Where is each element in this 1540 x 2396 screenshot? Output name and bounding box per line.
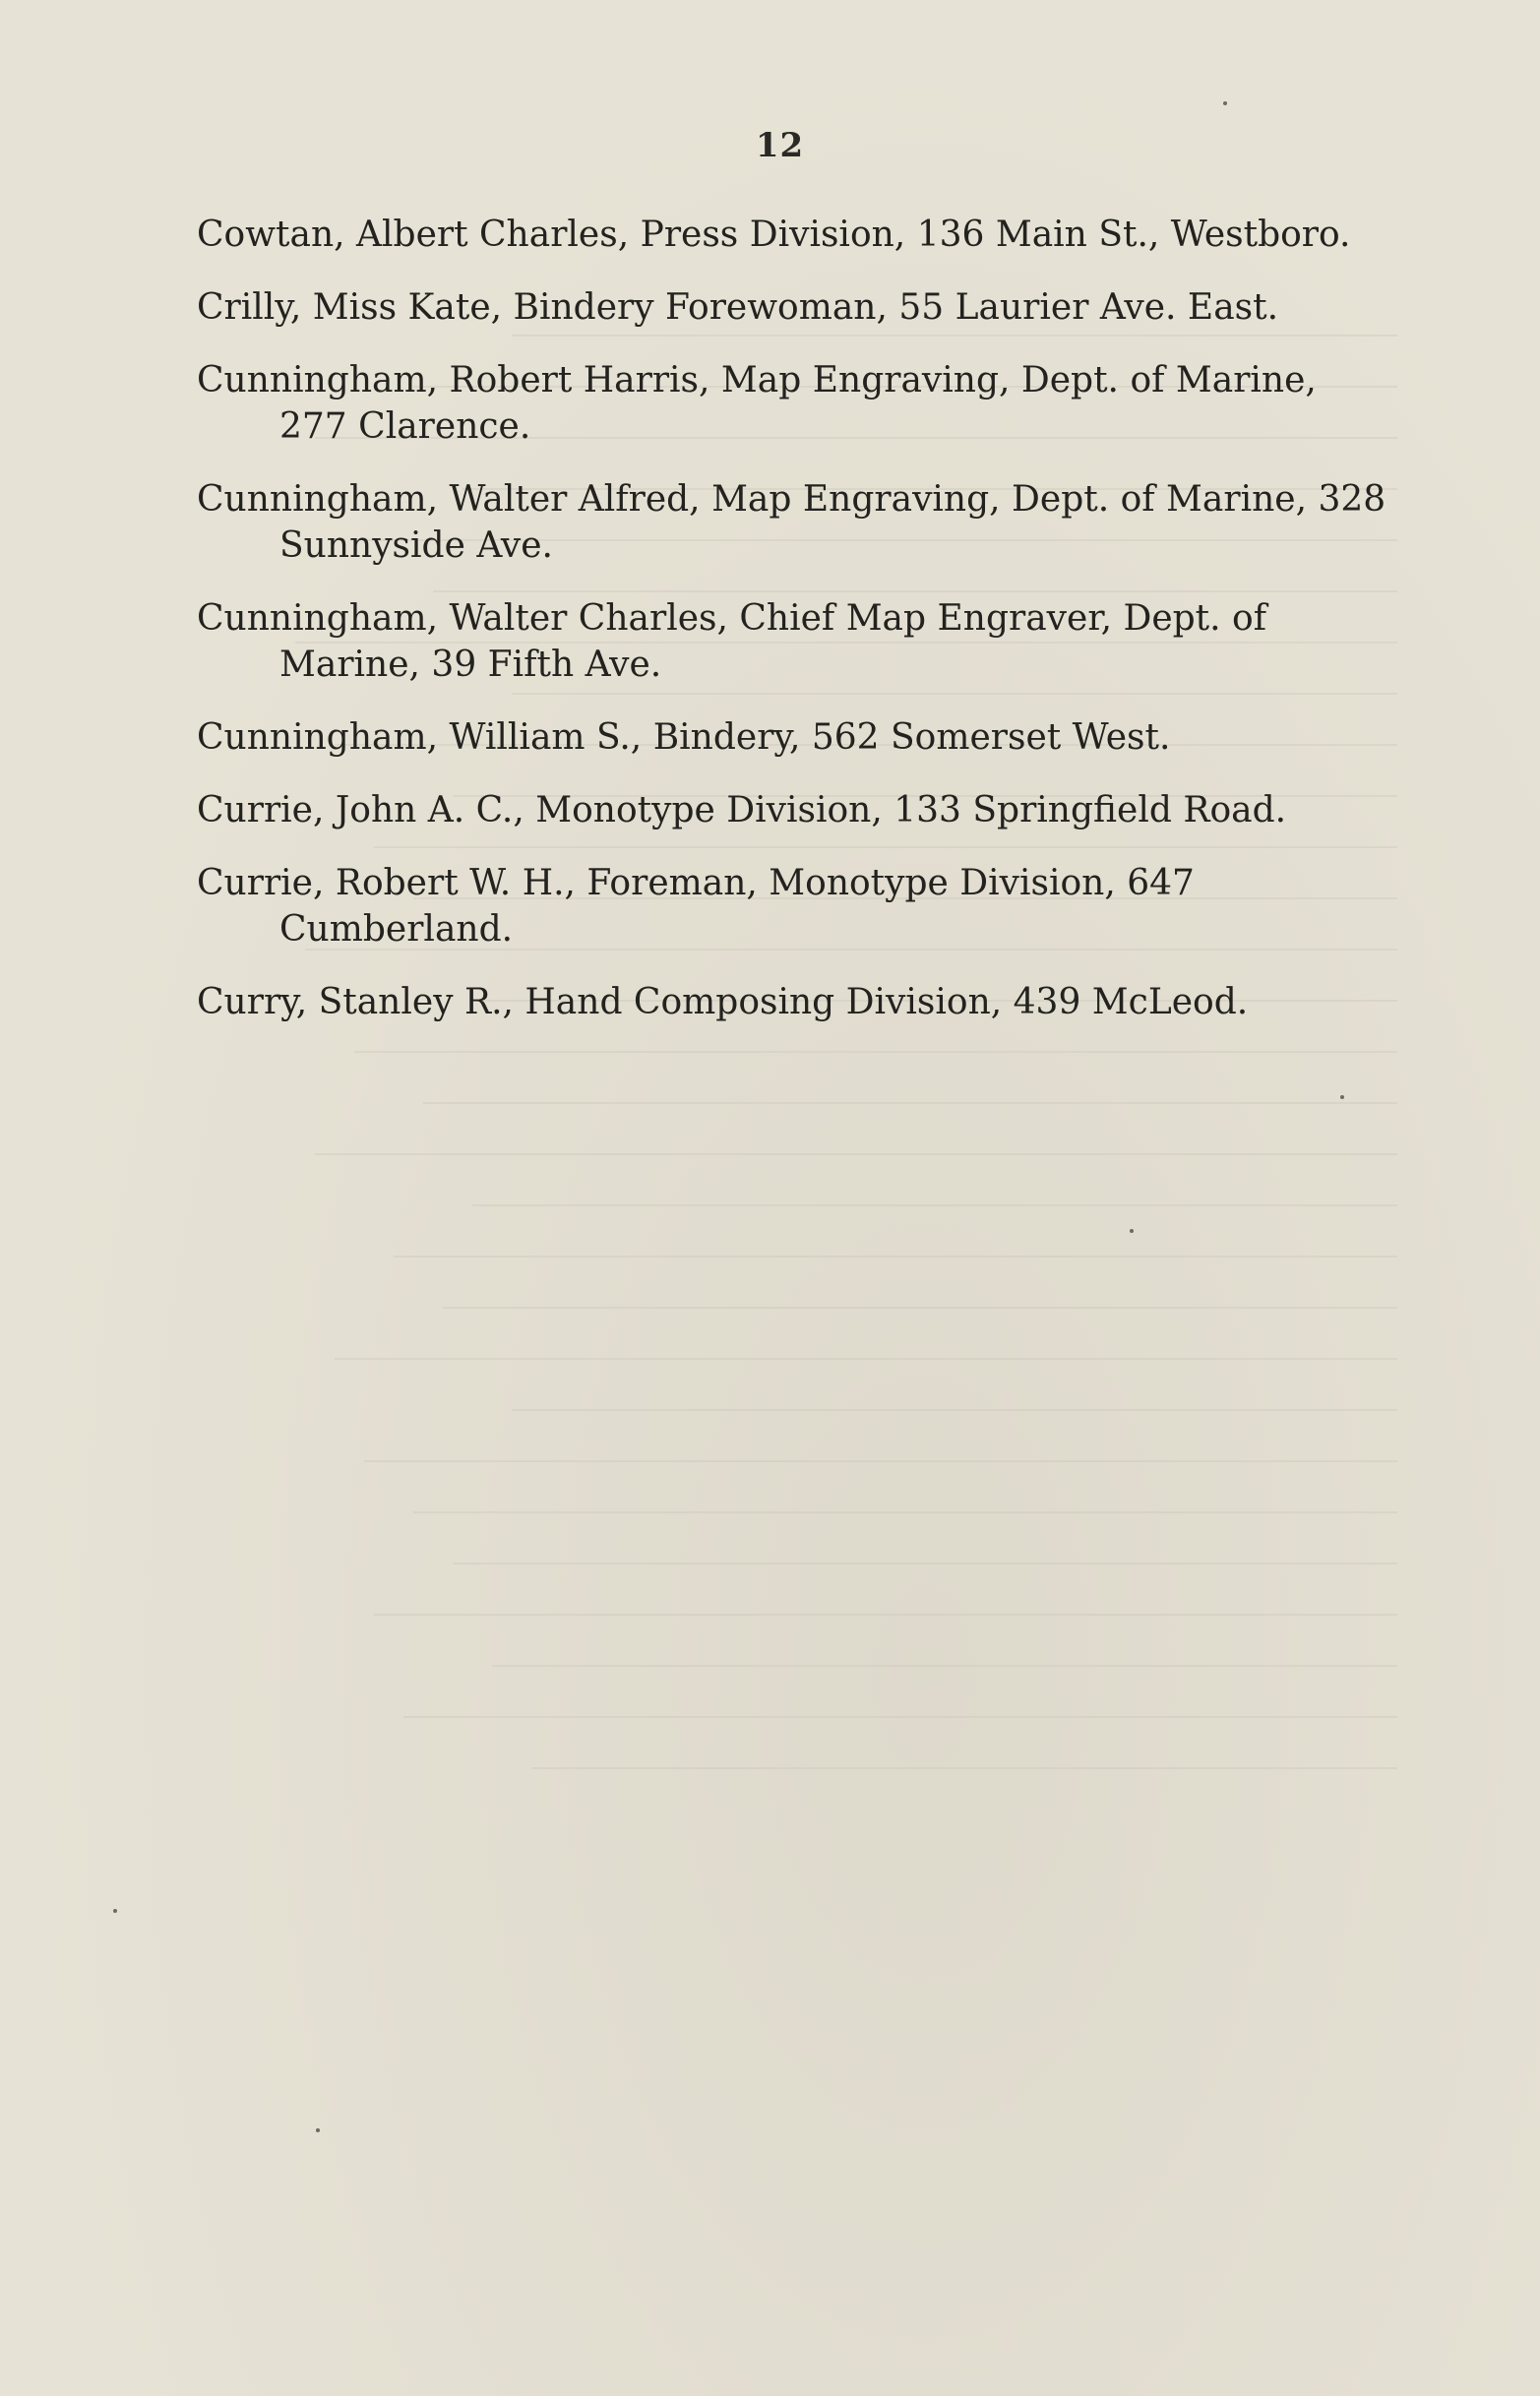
directory-entry: Cowtan, Albert Charles, Press Division, 136 Main St., Westboro. bbox=[197, 215, 1351, 255]
directory-entry: Curry, Stanley R., Hand Composing Division, 439 McLeod. bbox=[197, 982, 1249, 1022]
paper-speck bbox=[316, 2128, 320, 2132]
page-number: 12 bbox=[755, 126, 805, 165]
directory-entry: Cunningham, William S., Bindery, 562 Somerset West. bbox=[197, 717, 1171, 758]
paper-speck bbox=[1340, 1095, 1344, 1099]
directory-entry: Cunningham, Robert Harris, Map Engraving, Dept. of Marine, 277 Clarence. bbox=[197, 360, 1317, 447]
paper-speck bbox=[1130, 1229, 1134, 1233]
directory-entry: Crilly, Miss Kate, Bindery Forewoman, 55 Laurier Ave. East. bbox=[197, 287, 1279, 328]
directory-entry: Cunningham, Walter Alfred, Map Engraving, Dept. of Marine, 328 Sunnyside Ave. bbox=[197, 479, 1386, 566]
paper-speck bbox=[113, 1909, 117, 1913]
paper-speck bbox=[1223, 101, 1227, 105]
directory-list bbox=[197, 212, 1387, 1052]
directory-entry: Currie, Robert W. H., Foreman, Monotype Division, 647 Cumberland. bbox=[197, 863, 1195, 950]
directory-entry: Cunningham, Walter Charles, Chief Map Engraver, Dept. of Marine, 39 Fifth Ave. bbox=[197, 598, 1267, 685]
directory-entry: Currie, John A. C., Monotype Division, 133 Springfield Road. bbox=[197, 790, 1287, 830]
